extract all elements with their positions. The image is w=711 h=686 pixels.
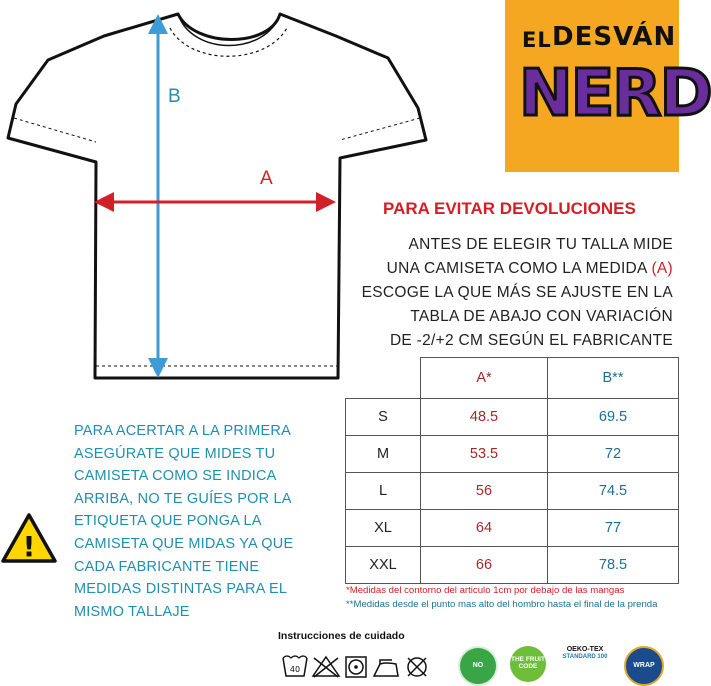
page-heading: PARA EVITAR DEVOLUCIONES	[383, 199, 636, 218]
b-cell: 77	[548, 510, 679, 547]
table-row	[346, 436, 679, 473]
table-row	[346, 547, 679, 584]
iron-icon	[374, 660, 398, 676]
footnote-a: *Medidas del contorno del articulo 1cm por debajo de las mangas	[346, 585, 625, 596]
a-cell: 48.5	[421, 399, 548, 436]
table-header-blank	[346, 358, 421, 399]
table-header-a: A*	[421, 358, 548, 399]
intro-line-1: ANTES DE ELEGIR TU TALLA MIDE	[408, 236, 673, 253]
eco-badge	[458, 646, 498, 686]
oeko-tex-title: OEKO-TEX	[566, 646, 604, 653]
warning-icon	[0, 512, 58, 564]
advice-text	[74, 420, 324, 623]
advice-line: ASEGÚRATE QUE MIDES TU	[74, 445, 276, 462]
care-title: Instrucciones de cuidado	[278, 630, 405, 642]
a-cell: 53.5	[421, 436, 548, 473]
label-b: B	[168, 86, 181, 107]
a-cell: 66	[421, 547, 548, 584]
size-cell: XXL	[346, 547, 421, 584]
advice-line: CAMISETA QUE MIDAS YA QUE	[74, 535, 294, 552]
fruit-code-label: THE FRUIT CODE	[511, 656, 545, 670]
fruit-code-badge	[510, 646, 546, 682]
advice-line: CADA FABRICANTE TIENE	[74, 558, 260, 575]
table-header-b: B**	[548, 358, 679, 399]
no-bleach-icon	[313, 657, 339, 677]
wrap-badge	[624, 646, 664, 686]
intro-text	[343, 233, 673, 353]
intro-line-2: UNA CAMISETA COMO LA MEDIDA (A)	[386, 260, 673, 277]
size-cell: M	[346, 436, 421, 473]
advice-line: MISMO TALLAJE	[74, 603, 190, 620]
advice-line: CAMISETA COMO SE INDICA	[74, 468, 277, 485]
no-dry-clean-icon	[408, 658, 426, 676]
wash-40-icon	[283, 656, 307, 676]
intro-measure-ref: (A)	[651, 260, 673, 277]
tumble-dry-icon	[346, 657, 366, 677]
table-row	[346, 399, 679, 436]
table-row	[346, 473, 679, 510]
advice-line: ETIQUETA QUE PONGA LA	[74, 513, 262, 530]
logo-text-desvan: DESVÁN	[552, 22, 677, 52]
intro-line-3: ESCOGE LA QUE MÁS SE AJUSTE EN LA	[361, 284, 673, 301]
oeko-tex-badge	[556, 646, 614, 684]
b-cell: 72	[548, 436, 679, 473]
wrap-badge-label: WRAP	[633, 662, 655, 670]
b-cell: 78.5	[548, 547, 679, 584]
size-cell: S	[346, 399, 421, 436]
svg-text:40: 40	[289, 665, 301, 674]
care-icons	[282, 652, 432, 682]
size-cell: XL	[346, 510, 421, 547]
table-row	[346, 510, 679, 547]
footnote-b: **Medidas desde el punto mas alto del hombro hasta el final de la prenda	[346, 599, 658, 610]
intro-line-5: DE -2/+2 CM SEGÚN EL FABRICANTE	[389, 332, 673, 349]
size-table	[345, 357, 679, 584]
size-cell: L	[346, 473, 421, 510]
advice-line: ARRIBA, NO TE GUÍES POR LA	[74, 490, 292, 507]
advice-line: PARA ACERTAR A LA PRIMERA	[74, 423, 291, 439]
b-cell: 74.5	[548, 473, 679, 510]
logo-text-nerd: NERD	[519, 57, 711, 131]
eco-badge-label: NO	[472, 662, 484, 670]
advice-line: MEDIDAS DISTINTAS PARA EL	[74, 581, 288, 598]
a-cell: 56	[421, 473, 548, 510]
logo-text-el: EL	[522, 28, 552, 52]
label-a: A	[260, 168, 273, 189]
svg-text:!: !	[22, 530, 36, 563]
intro-line-4: TABLA DE ABAJO CON VARIACIÓN	[410, 308, 673, 325]
b-cell: 69.5	[548, 399, 679, 436]
table-header-row	[346, 358, 679, 399]
a-cell: 64	[421, 510, 548, 547]
oeko-tex-standard: STANDARD 100	[562, 654, 608, 661]
